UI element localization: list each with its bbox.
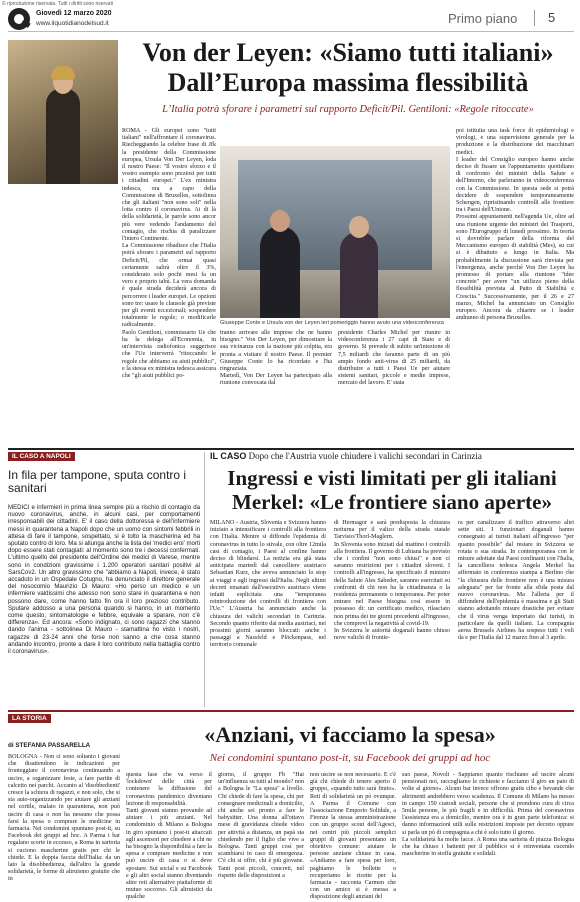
lead-headline-line1: Von der Leyen: «Siamo tutti italiani» [142,38,554,67]
von-der-leyen-photo [8,40,118,184]
storia-column-4: non uscire se non necessario. E c'è già chi chiede di tenere aperto il gruppo, «quando tutto sarà finito». Reti di solidarietà un pò ovunque. A Parma il Comune con l'associazione Emporio Solidale, a Firenze la stessa amministrazione con un gruppo scout dell'Agesci, nei centri più piccoli semplici gruppi di giovani presentano un obiettivo comune: aiutare le persone anziane chiuse in casa. «Andiamo a fare spesa per loro, paghiamo le bollette o recuperiamo le ricette per la farmacia - racconta Carmen che con un amico si è messa a disposizione degli anziani del [310,772,396,901]
caso-headline-line1: Ingressi e visti limitati per gli italiani [227,466,557,490]
masthead [8,8,574,32]
caso-headline [210,466,574,514]
lead-column-1: ROMA - Gli europei sono "tutti italiani" nell'affrontare il coronavirus. Riecheggiando la celebre frase di Jfk la presidente della Commissione europea, Ursula Von Der Leyen, loda il nostro Paese: "Il vostro sforzo e il vostro esempio sono preziosi per tutti i cittadini europei." L'ex ministra tedesca, ora a capo della Commissione di Bruxelles, sottolinea che gli italiani "non sono soli" nella lotta contro il coronavirus. Ai di là della solidarietà, le parole sono ancor più vere vedendo l'andamento del contagio, che rischia di paralizzare l'intero Continente. La Commissione ribadisce che l'Italia potrà sforare i parametri sul rapporto Deficit/Pil, che ormai quasi certamente salirà oltre il 3%, considerato solo pochi mesi fa un vero e proprio tabù. La vera domanda è quale strada deciderà ancora di percorrere i leader europei. Le opzioni sono tre: usare le clausole già previste per gli eventi eccezionali; sospendere totalmente le regole; o modificarle radicalmente. Paolo Gentiloni, commissario Ue che ha la delega all'Economia, in un'intervista radiofonica suggerisce che l'Ue interverrà "ritoccando le regole che abbiamo su aiuti pubblici", e la stessa ex ministra tedesca assicura che "gli aiuti pubblici po- [122,128,216,379]
storia-kicker: Nei condomini spuntano post-it, su Facebook dei gruppi ad hoc [209,752,491,764]
photo-caption: Giuseppe Conte e Ursula von der Leyen ieri pomeriggio hanno avuto una videoconferenza [220,320,444,326]
storia-column-3: giorno, il gruppo Fb "Hai un'influenza su tutti al mondo? non a Bologna le "La spesa" a livello. Chi chiede di fare la spesa, chi per consegnare medicinali a domicilio, chi anche sei pronto a fare le babysitter. Una donna all'ottavo mese di gravidanza chiede video per attività a distanza, un papà sta chiedendo per il figlio che vive a Bologna. Tanti gruppi così per scambiarsi in caso di emergenza. C'è chi si offre, chi è più giovane. Tanti post piccoli, concreti, nel rispetto delle disposizioni a [218,772,304,879]
caso-column-2: di Hermagor e sarà predisposta la chiusura notturna per il valico della strada statale Tarvisio/Thorl-Maglern. In Slovenia sono iniziati dal mattino i controlli alla frontiera. Il governo di Lubiana ha previsto che i confini "non sono chiusi" e non ci saranno restrizioni per i cittadini sloveni. I controlli all'ingresso, ha specificato il ministro della Salute Ales Sabeder, saranno esercitati su confronti di chi non ha la cittadinanza o la residenza permanente o temporanea. Per poter entrare nel Paese bisogna così essere in possesso di: un certificato medico, rilasciato non prima dei tre giorni precedenti all'ingresso, che comprovi la negatività al covid-19. In Svizzera le autorità doganali hanno chiuso nove valichi di frontie- [334,520,450,642]
caso-subtitle: Dopo che l'Austria vuole chiudere i valichi secondari in Carinzia [248,451,482,461]
storia-column-5: suo paese, Novoli - Sappiamo quanto rischiano ad uscire alcuni pensionati noi, raccogliamo le richieste e facciamo il giro un paio di volte al giorno». Alcuni bar invece offrono gratis cibo e bevande che altrimenti andrebbero verso scadenza. Il Comune di Milano ha messo in campo 150 custodi sociali, persone che si prendono cura di circa 5mila persone, le più fragili e in difficoltà. Prima del coronavirus l'assistenza era a domicilio, mentre ora è in gran parte telefonica: si danno informazioni utili sulle restrizioni imposte per decreto oppure si parla un pò di compagnia a chi è solo tutto il giorno. La solidarietà ha molte facce. A Roma una sartoria di piazza Bologna che ha chiuso i battenti per il pubblico si è reinventata cucendo mascherine in stoffa gratuite e solidali. [402,772,574,858]
caso-label: IL CASO [210,451,247,461]
section-divider-2 [8,710,574,712]
storia-author: di STEFANIA PASSARELLA [8,742,91,749]
section-name: Primo piano [448,11,518,26]
lead-column-4: poi istituita una task force di epidemiologi e virologi, e una supervisione generale per la produzione e la distribuzione dei macchinari medici. I leader del Consiglio europeo hanno anche deciso di fissare un l'appuntamento quotidiano di confronto dei ministri della Salute e dell'Interno, che parleranno in videoconferenza con la Commissione. In questa sede si potrà decidere di sospendere temporaneamente Schengen, ripristinando controlli alle frontiere tra i Paesi dell'Unione. Prossimi appuntamenti nell'agenda Ue, oltre ad una riunione urgente dei ministri dei Trasporti, sono l'Eurogruppo di lunedì prossimo. In teoria si dovrebbe parlare della riforma del Meccanismo europeo di stabilità (Mes), su cui si è dibattuto a lungo in Italia. Ma probabilmente la discussione sarà rinviata per l'emergenza, anche perché Von Der Leyen ha promesso di portare alla riunione "idee concrete" per avere "un utilizzo pieno della flessibilità prevista al Patto di Stabilità e Crescita." Successivamente, per il 26 e 27 marzo, Michel ha annunciato un Consiglio europeo. Ancora da chiarire se i leader andranno di persona Bruxelles. [456,128,574,322]
storia-column-1: BOLOGNA - Non ci sono soltanto i giovani che disattendono le indicazioni per fronteggiare il coronavirus continuando a uscire, a organizzare feste, a fare partite di calcetto nei parchi. Accanto al 'disobbedienti' cresce la schiera di ragazzi, e non solo, che si sta auto-organizzando per aiutare gli anziani nel cortile, malato in quarantena, non può uscire di casa o non ha nessuno che possa farsi la spesa o comprare le medicine in farmacia. Nei condomini spuntano post-it, su Facebook dei gruppi ad hoc. A Parma i bar regalano scorte in eccesso, a Roma in sartoria si cuciono mascherine gratis per chi le chiede. E la doppia faccia dell'Italia: da un lato la disobbedienza, dall'altro la grande solidarietà, le forme di altruismo gratuite che in [8,754,120,883]
site-url: www.ilquotidianodelsud.it [36,20,109,27]
caso-column-3: ra per canalizzare il traffico attraverso altri sette siti. I funzionari doganali hanno consegnato ai turisti italiani all'ingresso "per quanto possibile" dal restare in Svizzera se rotata o sua strada. In contemporanea con le misure adottate dai Paesi confinanti con l'Italia, la cancelliera tedesca Angela Merkel ha affermato in conferenza stampa a Berlino che "la chiusura delle frontiere non è una misura adeguata" per far fronte alla sfida posta dal nuovo coronavirus. Ma l'allerta per il diffondersi dell'epidemia è massima e gli Stati stanno adottando misure drastiche per evitare che il virus venga importato dai turisti, in particolare da quelli italiani. La compagnia aerea Brussels Airlines ha sospeso tutti i voli da e per l'Italia dal 12 marzo fino al 3 aprile. [458,520,574,642]
page-separator [534,10,535,26]
column-rule [204,452,205,707]
napoli-body: MEDICI e infermieri in prima linea sempre più a rischio di contagio da nuovo coronavirus, anche, in alcuni casi, per comportamenti irresponsabili dei cittadini. E' il caso della dottoressa e dell'infermiere messi in quarantena a Napoli dopo che un uomo con sintomi febbrili in attesa di fare il tampone, sospettato, si è tolto la mascherina ed ha sputato contro di loro. Ma si allunga anche la lista dei 'medici eroi' morti dopo essere stati contagiati: al momento sono tre i decessi confermati. L'ultimo quello del presidente dell'Ordine dei medici di Varese, mentre sono in condizioni gravissime i 1.200 operatori sanitari positivi al SarsCov2. Un altro gravissimo che "abbiamo a Napoli, invece, è stato accaduto in un Ospedale Cotugno, ha denunciato il direttore generale del nosocomio Maurizio Di Mauro: «Ho perso un medico e un infermiere valdissimi che adesso non sono stare in quarantena e non possono dare, come hanno fatto fin ora il loro prezioso contributo. Sputare addosso a una persona quando si hanno, in un momento come questo, sintomatologie e febbre, equivale a sparare, non c'è differenza». Ed ancora: «Sono indignato, ci sono ragazzi che stanno dando l'anima - sottolinea Di Mauro - stamattina ho visto i nostri, ragazze di 23-24 anni che forse non sanno a che cosa stanno andando incontro, pronte a dare il loro contributo nella battaglia contro il coronavirus». [8,504,201,656]
lead-headline [122,38,574,98]
storia-headline: «Anziani, vi facciamo la spesa» [204,722,496,747]
napoli-label: IL CASO A NAPOLI [8,452,75,461]
page-number: 5 [548,10,556,25]
storia-label: LA STORIA [8,714,51,723]
caso-headline-line2: Merkel: «Le frontiere siano aperte» [232,490,552,514]
lead-column-2: tranno arrivare alle imprese che ne hanno bisogno." Von Der Leyen, per dimostrare la sua vicinanza con la nazione più colpita, era pronta a visitare il nostro Paese. Il premier Giuseppe Conte lo ha ricordato e l'ha ringraziata. Martedì, Von Der Leyen ha partecipato alla riunione convocata dal [220,330,332,387]
caso-header [210,451,574,461]
lead-column-3: presidente Charles Michel per riunire in videoconferenza i 27 capi di Stato e di governo. Si prevede di subito un'iniezione di 7,5 miliardi che faranno parte di un più ampio fondo anti-virus di 25 miliardi, da distribuire a tutti i Paesi Ue per aiutare sistemi sanitari, piccole e medie imprese, mercato del lavoro. E' stata [338,330,450,387]
videoconference-photo [220,146,450,318]
caso-column-1: MILANO - Austria, Slovenia e Svizzera hanno iniziato a intensificare i controlli alla frontiera con l'Italia. Mentre si diffonde l'epidemia di coronavirus in tutto lo stivale, con oltre 12mila casi di contagio, i Paesi al confine hanno deciso di blindarsi. La notizia era già stata anticipata martedì dal cancelliere austriaco Sebastian Kurz, che aveva annunciato lo stop ai viaggi e agli ingressi dall'Italia. Negli ultimi decreti emanati dall'esecutivo austriaco viene infatti esplicitata una "temporanea reintroduzione dei controlli di frontiera con l'Ue." L'Austria ha annunciato anche la chiusura dei valichi secondari in Carinzia. Secondo quanto riferito dai media austriaci, nei prossimi giorni saranno bloccati: anche i passaggi a Nassfeld e Plöckenpass, nel territorio comunale [210,520,326,649]
storia-column-2: questa fase che va verso il 'lockdown' delle città per contenere la diffusione del coronavirus pandemico diventano lezione di responsabilità. Tanti giovani stanno provando ad aiutare i più anziani. Nel condominio di Milano a Bologna in giro spuntano i post-it attaccati agli ascensori per chiedere a chi ne ha bisogno la disponibilità a fare la spesa e comprare medicine e non può uscire di casa o si deve spostare. Sui social e su Facebook e gli altri social stanno diventando altre reti alternative piattaforme di mutuo soccorso. Gli altruistici da qualche [126,772,212,901]
lead-headline-line2: Dall’Europa massima flessibilità [167,68,529,97]
copyright-notice: © riproduzione riservata. Tutti i diritti sono riservati [2,1,113,7]
lead-kicker: L’Italia potrà sforare i parametri sul rapporto Deficit/Pil. Gentiloni: «Regole ritoccate» [162,104,534,115]
section-divider-1 [8,448,574,450]
issue-date: Giovedì 12 marzo 2020 [36,10,112,17]
napoli-headline: In fila per tampone, sputa contro i sanitari [8,468,187,495]
